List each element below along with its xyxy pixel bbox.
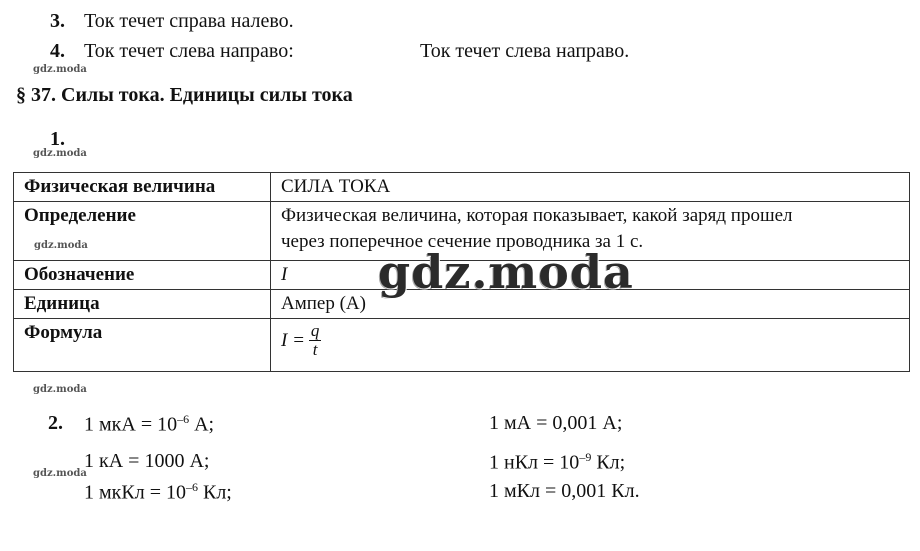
task-2-number: 2.	[48, 412, 63, 434]
conversion-text: 1 нКл = 10	[489, 451, 580, 474]
formula-fraction	[309, 322, 322, 359]
watermark-small: gdz.moda	[33, 148, 87, 159]
conversion-unit: Кл;	[197, 481, 232, 504]
formula-lhs: I =	[281, 329, 305, 351]
watermark-small: gdz.moda	[33, 384, 87, 395]
definition-line-2: через поперечное сечение проводника за 1 с.	[281, 231, 644, 252]
definition-line-1: Физическая величина, которая показывает, какой заряд прошел	[281, 205, 793, 226]
conversion-text: 1 кА = 1000 А;	[84, 450, 210, 472]
conversion-exponent: –6	[185, 480, 198, 494]
conversion-left-3	[84, 480, 232, 505]
table-row	[14, 319, 910, 372]
conversion-right-3	[489, 480, 640, 503]
item-3-text: Ток течет справа налево.	[84, 10, 294, 32]
item-3-number: 3.	[50, 10, 65, 32]
conversion-left-1	[84, 412, 214, 437]
conversion-right-1	[489, 412, 622, 435]
conversion-exponent: –6	[177, 412, 190, 426]
row-key: Обозначение	[14, 261, 271, 290]
conversion-left-2	[84, 450, 209, 473]
row-key: Формула	[14, 319, 271, 372]
row-value: Ампер (А)	[271, 290, 910, 319]
watermark-small: gdz.moda	[33, 64, 87, 75]
item-4-number: 4.	[50, 40, 65, 62]
table-row	[14, 173, 910, 202]
row-value: I	[271, 261, 910, 290]
row-key	[14, 202, 271, 261]
task-1-number: 1.	[50, 128, 65, 150]
item-4-text-right: Ток течет слева направо.	[420, 40, 630, 62]
formula-denominator: t	[312, 340, 318, 359]
row-key-label: Определение	[24, 205, 136, 226]
row-value	[271, 319, 910, 372]
formula-numerator: q	[310, 321, 320, 340]
row-key: Единица	[14, 290, 271, 319]
conversion-exponent: –9	[579, 450, 592, 464]
conversion-unit: А;	[189, 413, 215, 436]
section-title: § 37. Силы тока. Единицы силы тока	[16, 84, 353, 106]
conversion-text: 1 мкА = 10	[84, 413, 178, 436]
row-value: СИЛА ТОКА	[271, 173, 910, 202]
watermark-small: gdz.moda	[33, 468, 87, 479]
watermark-small: gdz.moda	[34, 240, 88, 251]
conversion-unit: Кл;	[591, 451, 626, 474]
row-key: Физическая величина	[14, 173, 271, 202]
conversion-text: 1 мА = 0,001 А;	[489, 412, 623, 434]
current-formula	[281, 322, 321, 359]
watermark-large: gdz.moda	[378, 245, 634, 299]
conversion-right-2	[489, 450, 625, 475]
conversion-text: 1 мкКл = 10	[84, 481, 186, 504]
conversion-text: 1 мКл = 0,001 Кл.	[489, 480, 640, 502]
item-4-text-left: Ток течет слева направо:	[84, 40, 294, 62]
